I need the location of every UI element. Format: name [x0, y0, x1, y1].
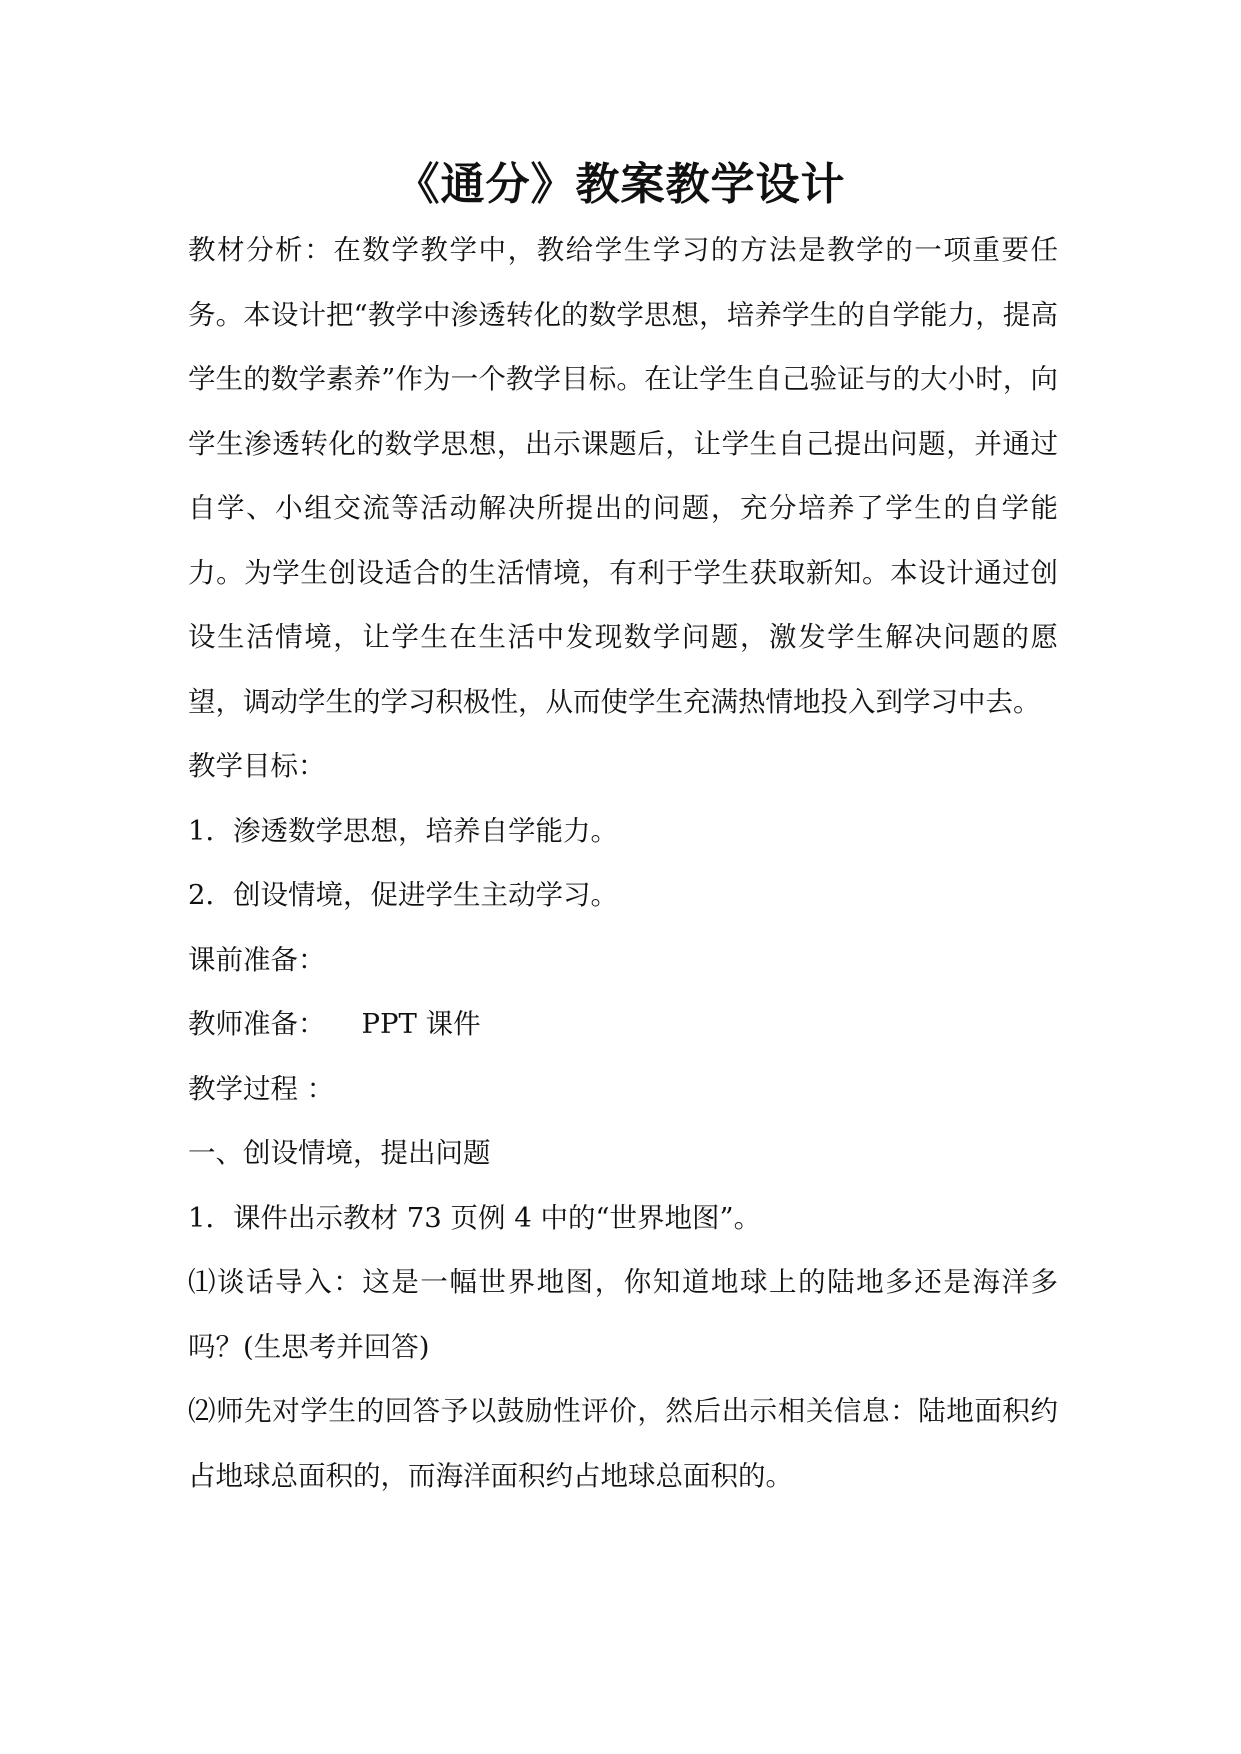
paragraph-step-1: 1．课件出示教材 73 页例 4 中的“世界地图”。 [188, 1201, 762, 1234]
document-title: 《通分》教案教学设计 [395, 159, 846, 210]
paragraph-section-1-heading: 一、创设情境，提出问题 [188, 1137, 491, 1169]
paragraph-material-analysis: 教材分析：在数学教学中，教给学生学习的方法是教学的一项重要任务。本设计把“教学中渗透转化的数学思想，培养学生的自学能力，提高学生的数学素养”作为一个教学目标。在让学生自己验证与的大小时，向学生渗透转化的数学思想，出示课题后，让学生自己提出问题，并通过自学、小组交流等活动解决所提出的问题，充分培养了学生的自学能力。为学生创设适合的生活情境，有利于学生获取新知。本设计通过创设生活情境，让学生在生活中发现数学问题，激发学生解决问题的愿望，调动学生的学习积极性，从而使学生充满热情地投入到学习中去。 [188, 234, 1058, 718]
paragraph-goal-2: 2．创设情境，促进学生主动学习。 [188, 879, 618, 911]
paragraph-teacher-prep [188, 992, 1058, 1057]
teacher-prep-label: 教师准备： [188, 1008, 326, 1040]
paragraph-process-heading: 教学过程 ： [188, 1072, 335, 1105]
teacher-prep-value: PPT 课件 [361, 1008, 481, 1040]
paragraph-step-1-a: ⑴谈话导入：这是一幅世界地图，你知道地球上的陆地多还是海洋多吗？(生思考并回答) [188, 1266, 1058, 1363]
document-body [188, 218, 1058, 1508]
paragraph-teaching-goals-heading: 教学目标： [188, 750, 326, 782]
paragraph-goal-1: 1．渗透数学思想，培养自学能力。 [188, 814, 618, 847]
paragraph-preparation-heading: 课前准备： [188, 943, 326, 976]
paragraph-step-1-b: ⑵师先对学生的回答予以鼓励性评价，然后出示相关信息：陆地面积约占地球总面积的，而海洋面积约占地球总面积的。 [188, 1395, 1058, 1492]
